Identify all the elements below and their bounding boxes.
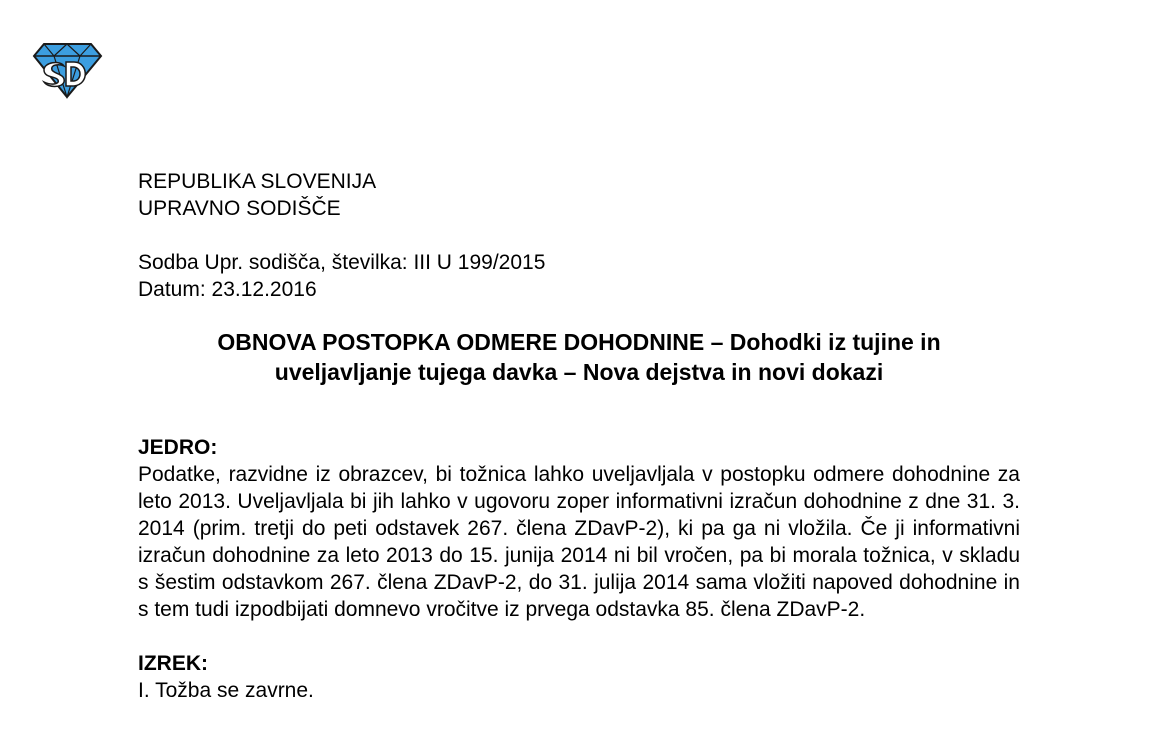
document-title [138,327,1020,387]
jedro-text: Podatke, razvidne iz obrazcev, bi tožnica lahko uveljavljala v postopku odmere dohodnine za leto 2013. Uveljavljala bi jih lahko v ugovoru zoper informativni izračun dohodnine z dne 31. 3. 2014 (prim. tretji do peti odstavek 267. člena ZDavP-2), ki pa ga ni vložila. Če ji informativni izračun dohodnine za leto 2013 do 15. junija 2014 ni bil vročen, pa bi morala tožnica, v skladu s šestim odstavkom 267. člena ZDavP-2, do 31. julija 2014 sama vložiti napoved dohodnine in s tem tudi izpodbijati domnevo vročitve iz prvega odstavka 85. člena ZDavP-2. [138,463,1020,621]
spacer [138,222,1020,249]
title-line-1: OBNOVA POSTOPKA ODMERE DOHODNINE – Dohodki iz tujine in [217,329,941,355]
court-emblem-icon [30,40,105,100]
jedro-heading: JEDRO: [138,436,218,459]
case-number: Sodba Upr. sodišča, številka: III U 199/2015 [138,251,546,274]
izrek-item-1: I. Tožba se zavrne. [138,679,314,702]
header-country: REPUBLIKA SLOVENIJA [138,170,377,193]
case-date: Datum: 23.12.2016 [138,278,317,301]
document-page [138,168,1020,704]
izrek-heading: IZREK: [138,652,208,675]
title-line-2: uveljavljanje tujega davka – Nova dejstva in novi dokazi [274,359,884,385]
header-court: UPRAVNO SODIŠČE [138,197,341,220]
